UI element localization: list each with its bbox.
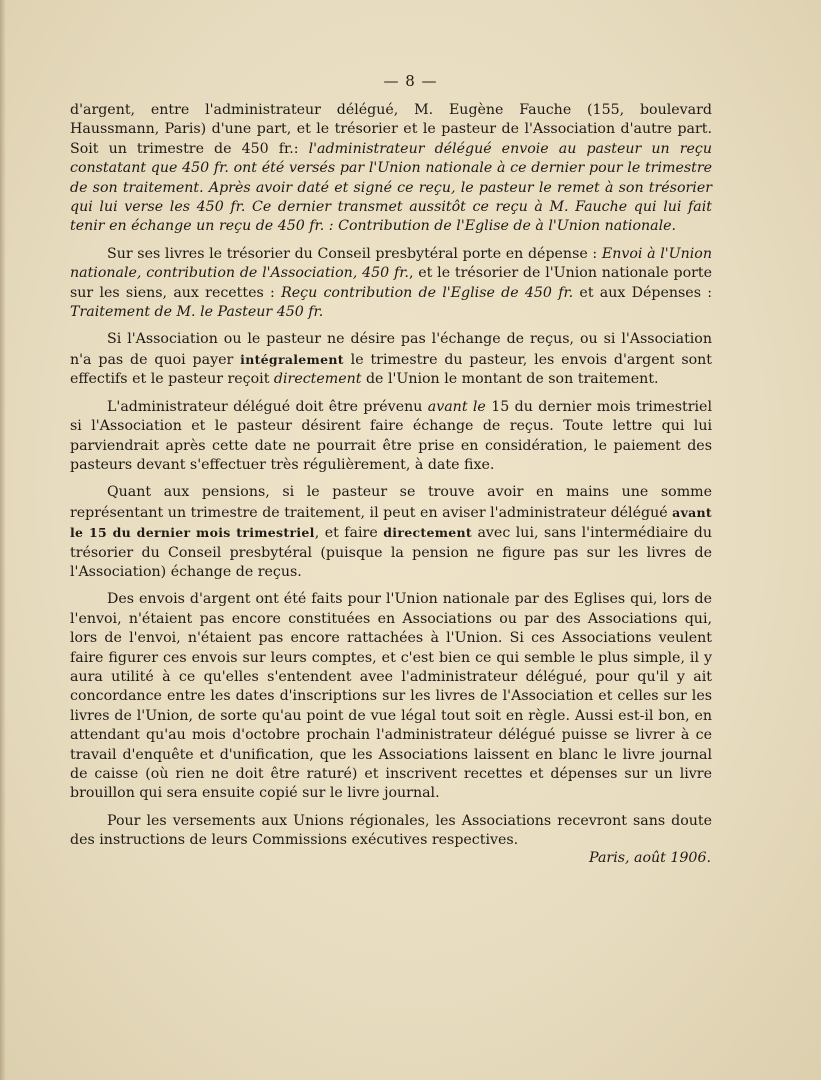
paragraph-1-part-2: l'administrateur délégué envoie au pasteur un reçu constatant que 450 fr. ont été versés par l'Union nationale à ce dernier pour le trimestre de son traitement. Après avoir daté et signé ce reçu, le pasteur le remet à son trésorier qui lui verse les 450 fr. Ce dernier transmet aussitôt ce reçu à M. Fauche qui lui fait tenir en échange un reçu de 450 fr. : Contribution de l'Eglise de à l'Union nationale. bbox=[70, 140, 712, 235]
paragraph-5-part-2: avant le 15 du dernier mois trimestriel bbox=[70, 504, 712, 541]
signature-date: Paris, août 1906. bbox=[589, 850, 711, 866]
paragraph-3-part-4: directement bbox=[273, 371, 362, 388]
paragraph-3-part-5: de l'Union le montant de son traitement. bbox=[361, 371, 659, 388]
paragraph-3-part-2: intégralement bbox=[240, 351, 344, 367]
paragraph-5-part-3: , et faire bbox=[314, 525, 384, 542]
paragraph-2-part-1: Sur ses livres le trésorier du Conseil presbytéral porte en dépense : bbox=[107, 245, 602, 262]
paragraph-4-part-2: avant le bbox=[427, 398, 486, 415]
paragraph-5-part-5: avec lui, sans l'intermédiaire du trésorier du Conseil presbytéral (puisque la pension ne figure pas sur les livres de l'Association) échange de reçus. bbox=[70, 525, 713, 580]
paragraph-1-part-1: d'argent, entre l'administrateur délégué, M. Eugène Fauche (155, boulevard Haussmann, Paris) d'une part, et le trésorier et le pasteur de l'Association d'autre part. Soit un trimestre de 450 fr.: bbox=[70, 102, 712, 157]
paragraph-2-part-5: et aux Dépenses : bbox=[573, 284, 713, 301]
page-number: — 8 — bbox=[383, 72, 438, 90]
paragraph-2 bbox=[70, 245, 712, 323]
paragraph-4 bbox=[70, 398, 712, 476]
paragraph-3-part-1: Si l'Association ou le pasteur ne désire pas l'échange de reçus, ou si l'Association n'a pas de quoi payer bbox=[70, 331, 712, 368]
paragraph-2-part-3: , et le trésorier de l'Union nationale porte sur les siens, aux recettes : bbox=[70, 265, 712, 301]
paragraph-3 bbox=[70, 330, 712, 389]
paragraph-6 bbox=[70, 590, 712, 803]
paragraph-2-part-6: Traitement de M. le Pasteur 450 fr. bbox=[70, 304, 324, 321]
paragraph-3-part-3: le trimestre du pasteur, les envois d'argent sont effectifs et le pasteur reçoit bbox=[70, 351, 712, 388]
paragraph-5 bbox=[70, 483, 712, 582]
paragraph-5-part-4: directement bbox=[383, 525, 472, 541]
paragraph-2-part-2: Envoi à l'Union nationale, contribution de l'Association, 450 fr. bbox=[70, 245, 712, 282]
paragraph-4-part-1: L'administrateur délégué doit être prévenu bbox=[107, 398, 428, 415]
paragraph-1 bbox=[70, 101, 712, 237]
paragraph-4-part-3: 15 du dernier mois trimestriel si l'Association et le pasteur désirent faire échange de reçus. Toute lettre qui lui parviendrait après cette date ne pourrait être prise en considération, le paiement des pasteurs devant s'effectuer très régulièrement, à date fixe. bbox=[70, 398, 712, 473]
paragraph-5-part-1: Quant aux pensions, si le pasteur se trouve avoir en mains une somme représentant un trimestre de traitement, il peut en aviser l'administrateur délégué bbox=[70, 484, 712, 521]
paragraph-2-part-4: Reçu contribution de l'Eglise de 450 fr. bbox=[281, 284, 574, 301]
paragraph-6-part-1: Des envois d'argent ont été faits pour l'Union nationale par des Eglises qui, lors de l'envoi, n'étaient pas encore constituées en Associations ou par des Associations qui, lors de l'envoi, n'étaient pas encore rattachées à l'Union. Si ces Associations veulent faire figurer ces envois sur leurs comptes, et c'est bien ce qui semble le plus simple, il y aura utilité à ce qu'elles s'entendent avee l'administrateur délégué, pour qu'il y ait concordance entre les dates d'inscriptions sur les livres de l'Association et celles sur les livres de l'Union, de sorte qu'au point de vue légal tout soit en règle. Aussi est-il bon, en attendant qu'au mois d'octobre prochain l'administrateur délégué puisse se livrer à ce travail d'enquête et d'unification, que les Associations laissent en blanc le livre journal de caisse (où rien ne doit être raturé) et inscrivent recettes et dépenses sur un livre brouillon qui sera ensuite copié sur le livre journal. bbox=[70, 591, 712, 802]
paragraph-7-part-1: Pour les versements aux Unions régionales, les Associations recevront sans doute des instructions de leurs Commissions exécutives respectives. bbox=[70, 812, 712, 849]
page-spine-shadow bbox=[0, 0, 6, 1080]
body-text bbox=[70, 101, 712, 859]
paragraph-7 bbox=[70, 812, 712, 851]
